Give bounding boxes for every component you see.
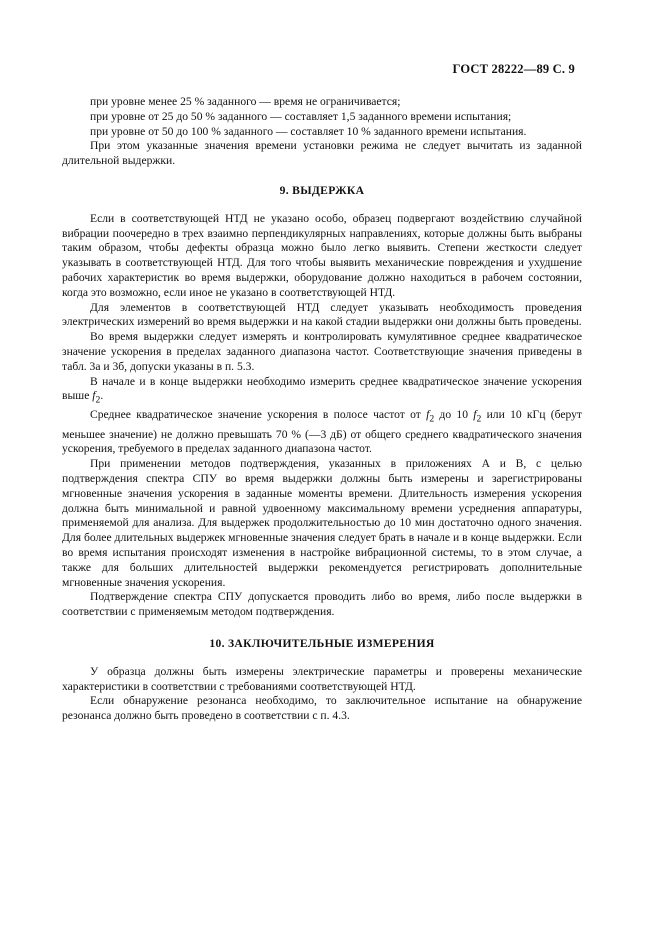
frequency-symbol: f <box>426 408 430 422</box>
list-item: при уровне от 25 до 50 % заданного — составляет 1,5 заданного времени испытания; <box>90 109 512 123</box>
section-9-paragraph: Подтверждение спектра СПУ допускается проводить либо во время, либо после выдержки в соответствии с применяемым методом подтверждения. <box>62 590 582 619</box>
section-9-paragraph: Для элементов в соответствующей НТД следует указывать необходимость проведения электрических измерений во время выдержки и на какой стадии выдержки они должны быть проведены. <box>62 300 582 329</box>
section-9-paragraph <box>62 408 582 457</box>
section-9-heading: 9. ВЫДЕРЖКА <box>279 183 365 197</box>
section-9-paragraph: Во время выдержки следует измерять и контролировать кумулятивное среднее квадратическое значение ускорения в пределах заданного диапазона частот. Соответствующие значения приведены в табл. 3а и 3б, допуски указаны в п. 5.3. <box>62 330 582 373</box>
time-levels-list <box>62 95 582 139</box>
paragraph-text: В начале и в конце выдержки необходимо измерить среднее квадратическое значение ускорения выше <box>62 374 582 403</box>
paragraph-text: . <box>100 389 104 403</box>
section-9-paragraph: Если в соответствующей НТД не указано особо, образец подвергают воздействию случайной вибрации поочередно в трех взаимно перпендикулярных направлениях, которые должны быть выбраны таким образом, чтобы дефекты образца можно было легко выявить. Степени жесткости следует указывать в соответствующей НТД. Для того чтобы выявить механические повреждения и ухудшение рабочих характеристик во время выдержки, оборудование должно находиться в рабочем состоянии, когда это возможно, если иное не указано в соответствующей НТД. <box>62 211 582 299</box>
frequency-subscript: 2 <box>429 413 435 425</box>
frequency-symbol: f <box>92 389 96 403</box>
section-9-paragraph: При применении методов подтверждения, указанных в приложениях А и В, с целью подтверждения спектра СПУ во время выдержки должны быть измерены и зарегистрированы мгновенные значения ускорения в заданные моменты времени. Длительность измерения ускорения должна быть минимальной и равной удвоенному максимальному времени усреднения аппаратуры, применяемой для анализа. Для выдержек продолжительностью до 10 мин достаточно одного значения. Для более длительных выдержек мгновенные значения следует брать в начале и в конце выдержки. Если во время испытания происходят изменения в настройке вибрационной системы, то в этом случае, а также для больших длительностей выдержки рекомендуется регистрировать дополнительные мгновенные значения ускорения. <box>62 457 582 589</box>
list-item: при уровне от 50 до 100 % заданного — составляет 10 % заданного времени испытания. <box>90 124 527 138</box>
document-body <box>62 95 582 724</box>
section-10-heading: 10. ЗАКЛЮЧИТЕЛЬНЫЕ ИЗМЕРЕНИЯ <box>209 636 435 650</box>
paragraph-text: Среднее квадратическое значение ускорения в полосе частот от <box>90 408 427 422</box>
frequency-symbol: f <box>473 408 477 422</box>
section-10-paragraph: У образца должны быть измерены электрические параметры и проверены механические характеристики в соответствии с требованиями соответствующей НТД. <box>62 664 582 693</box>
page-header: ГОСТ 28222—89 С. 9 <box>452 62 575 76</box>
section-10-paragraph: Если обнаружение резонанса необходимо, то заключительное испытание на обнаружение резонанса должно быть проведено в соответствии с п. 4.3. <box>62 694 582 723</box>
section-9-paragraph <box>62 375 582 409</box>
paragraph-text: или 10 кГц (берут меньшее значение) не должно превышать 70 % (—3 дБ) от общего среднего квадратического значения ускорения, требуемого в пределах заданного диапазона частот. <box>62 408 582 456</box>
frequency-subscript: 2 <box>476 413 482 425</box>
frequency-subscript: 2 <box>95 394 101 406</box>
list-item: при уровне менее 25 % заданного — время не ограничивается; <box>90 95 401 108</box>
intro-note: При этом указанные значения времени установки режима не следует вычитать из заданной длительной выдержки. <box>62 139 582 168</box>
paragraph-text: до 10 <box>434 408 474 422</box>
